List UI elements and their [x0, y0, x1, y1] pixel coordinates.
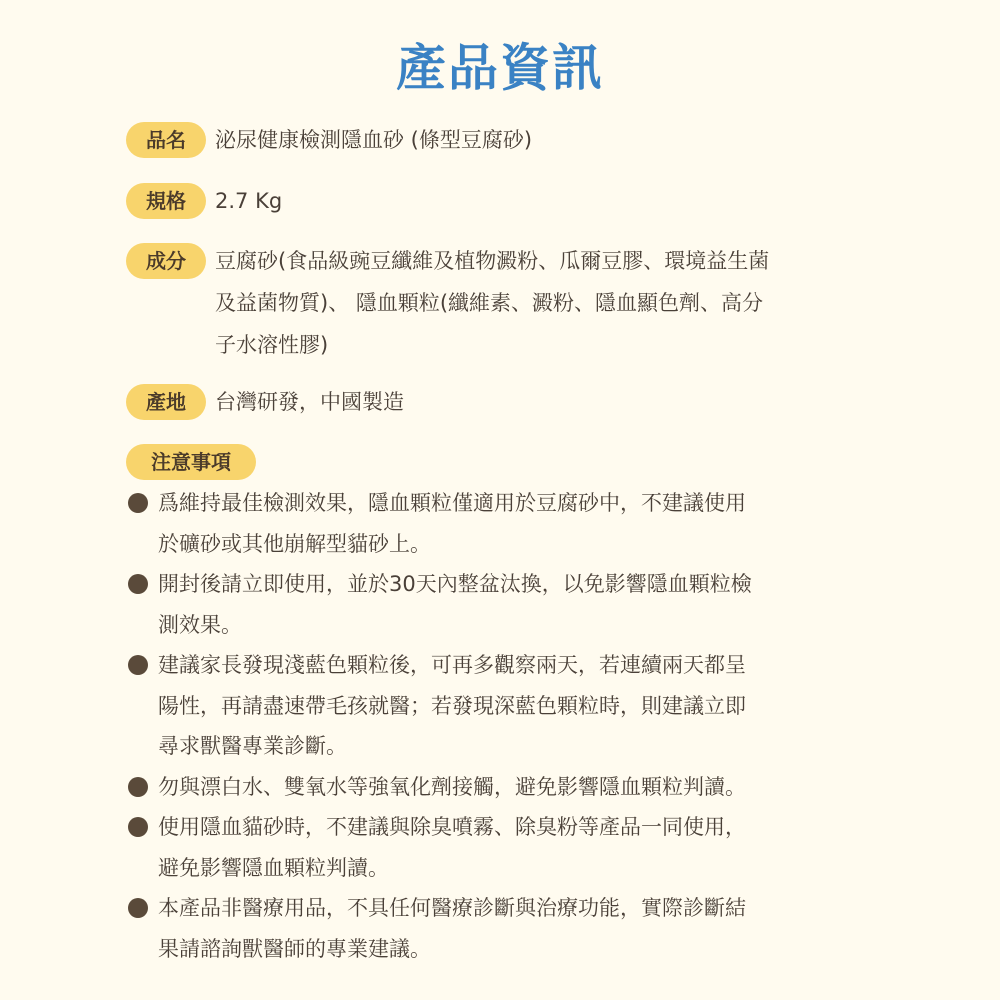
bullet-icon [128, 898, 148, 918]
label-spec: 規格 [126, 183, 206, 219]
notice-text: 開封後請立即使用，並於30天內整盆汰換，以免影響隱血顆粒檢 [158, 572, 752, 596]
value-line: 及益菌物質)、 隱血顆粒(纖維素、澱粉、隱血顯色劑、高分 [215, 291, 764, 315]
notice-item [128, 767, 888, 808]
notice-list [128, 483, 888, 969]
notice-text: 勿與漂白水、雙氧水等強氧化劑接觸，避免影響隱血顆粒判讀。 [158, 774, 746, 799]
label-product-name: 品名 [126, 122, 206, 158]
label-notice: 注意事項 [126, 444, 256, 480]
notice-line [128, 929, 888, 970]
value-line: 豆腐砂(食品級豌豆纖維及植物澱粉、瓜爾豆膠、環境益生菌 [215, 249, 770, 273]
notice-line [128, 564, 888, 605]
notice-item [128, 483, 888, 564]
label-origin: 產地 [126, 384, 206, 420]
notice-text: 尋求獸醫專業診斷。 [158, 734, 347, 758]
label-ingredients: 成分 [126, 243, 206, 279]
notice-item [128, 645, 888, 767]
notice-text: 爲維持最佳檢測效果，隱血顆粒僅適用於豆腐砂中，不建議使用 [158, 491, 746, 515]
value-line: 台灣研發，中國製造 [215, 390, 404, 414]
notice-item [128, 807, 888, 888]
spec-value [215, 180, 282, 222]
value-line: 泌尿健康檢測隱血砂 (條型豆腐砂) [215, 128, 533, 152]
notice-text: 果請諮詢獸醫師的專業建議。 [158, 936, 431, 961]
notice-line [128, 807, 888, 848]
notice-text: 建議家長發現淺藍色顆粒後，可再多觀察兩天，若連續兩天都呈 [158, 653, 746, 677]
notice-line [128, 848, 888, 889]
notice-text: 陽性，再請盡速帶毛孩就醫；若發現深藍色顆粒時，則建議立即 [158, 693, 746, 718]
ingredients-value [215, 240, 769, 366]
notice-text: 測效果。 [158, 612, 242, 637]
notice-text: 於礦砂或其他崩解型貓砂上。 [158, 531, 431, 556]
bullet-icon [128, 574, 148, 594]
notice-line [128, 524, 888, 565]
notice-line [128, 686, 888, 727]
notice-text: 本產品非醫療用品，不具任何醫療診斷與治療功能，實際診斷結 [158, 896, 746, 920]
page-title: 產品資訊 [396, 39, 604, 97]
notice-line [128, 645, 888, 686]
notice-item [128, 888, 888, 969]
notice-line [128, 483, 888, 524]
notice-line [128, 888, 888, 929]
notice-item [128, 564, 888, 645]
value-line: 2.7 Kg [215, 189, 283, 213]
origin-value [215, 381, 404, 423]
bullet-icon [128, 777, 148, 797]
product-name-value [215, 119, 532, 161]
notice-text: 避免影響隱血顆粒判讀。 [158, 855, 389, 880]
notice-line [128, 767, 888, 808]
notice-line [128, 726, 888, 767]
bullet-icon [128, 817, 148, 837]
bullet-icon [128, 655, 148, 675]
notice-text: 使用隱血貓砂時，不建議與除臭噴霧、除臭粉等產品一同使用， [158, 815, 746, 839]
notice-line [128, 605, 888, 646]
value-line: 子水溶性膠) [215, 333, 329, 357]
bullet-icon [128, 493, 148, 513]
